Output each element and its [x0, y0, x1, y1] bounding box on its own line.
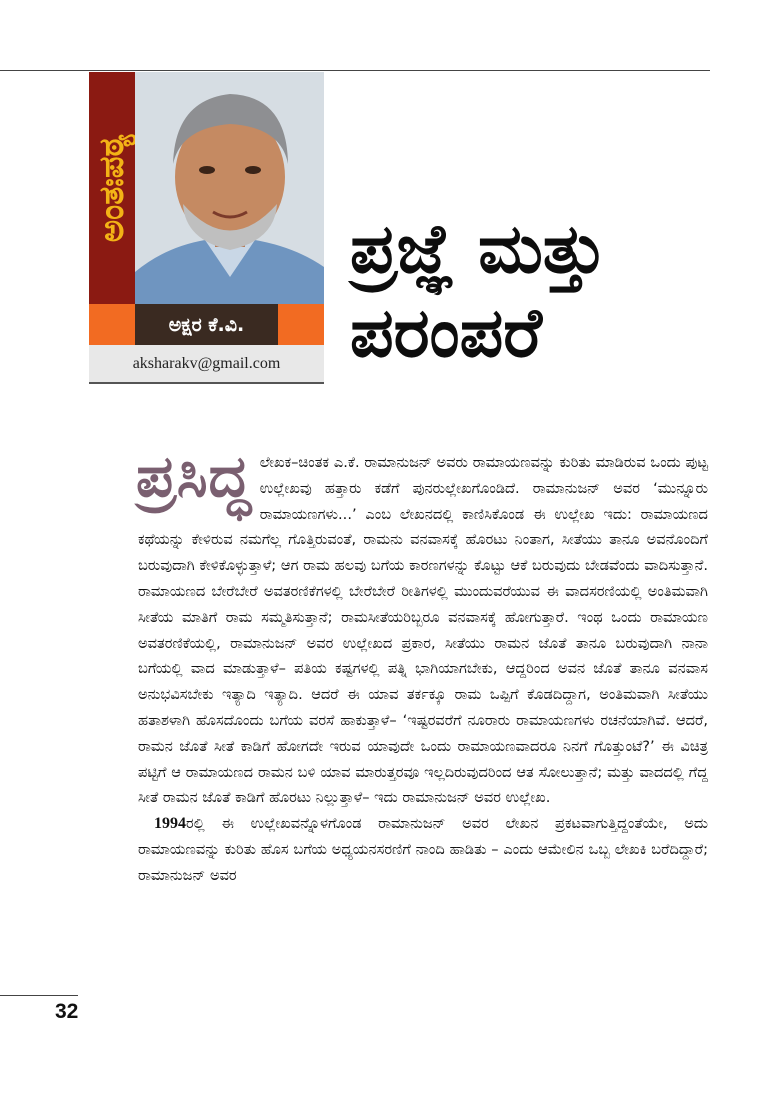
drop-cap: ಪ್ರಸಿದ್ಧ — [136, 442, 252, 510]
page-number: 32 — [55, 1000, 79, 1023]
title-line-1: ಪ್ರಜ್ಞೆ ಮತ್ತು — [350, 210, 607, 289]
paragraph-2 — [138, 811, 708, 888]
author-name: ಅಕ್ಷರ ಕೆ.ವಿ. — [135, 304, 278, 345]
author-portrait-image — [135, 72, 324, 304]
author-email: aksharakv@gmail.com — [89, 345, 324, 384]
column-name-tab — [89, 72, 135, 304]
paragraph-2-text: ರಲ್ಲಿ ಈ ಉಲ್ಲೇಖವನ್ನೊಳಗೊಂಡ ರಾಮಾನುಜನ್ ಅವರ ಲೇಖನ ಪ್ರಕಟವಾಗುತ್ತಿದ್ದಂತೆಯೇ, ಅದು ರಾಮಾಯಣವನ್ನು ಕುರಿತು ಹೊಸ ಬಗೆಯ ಅಧ್ಯಯನಸರಣಿಗೆ ನಾಂದಿ ಹಾಡಿತು – ಎಂದು ಆಮೇಲಿನ ಒಬ್ಬ ಲೇಖಕಿ ಬರೆದಿದ್ದಾರೆ; ರಾಮಾನುಜನ್ ಅವರ — [138, 815, 708, 884]
article-title — [350, 208, 710, 376]
author-photo — [135, 72, 324, 304]
author-bar — [89, 304, 324, 345]
paragraph-1: ಲೇಖಕ–ಚಿಂತಕ ಎ.ಕೆ. ರಾಮಾನುಜನ್ ಅವರು ರಾಮಾಯಣವನ್ನು ಕುರಿತು ಮಾಡಿರುವ ಒಂದು ಪುಟ್ಟ ಉಲ್ಲೇಖವು ಹತ್ತಾರು ಕಡೆಗೆ ಪುನರುಲ್ಲೇಖಗೊಂಡಿದೆ. ರಾಮಾನುಜನ್ ಅವರ ‘ಮುನ್ನೂರು ರಾಮಾಯಣಗಳು...’ ಎಂಬ ಲೇಖನದಲ್ಲಿ ಕಾಣಿಸಿಕೊಂಡ ಈ ಉಲ್ಲೇಖ ಇದು: ರಾಮಾಯಣದ ಕಥೆಯನ್ನು ಕೇಳಿರುವ ನಮಗೆಲ್ಲ ಗೊತ್ತಿರುವಂತೆ, ರಾಮನು ವನವಾಸಕ್ಕೆ ಹೊರಟು ನಿಂತಾಗ, ಸೀತೆಯು ತಾನೂ ಅವನೊಂದಿಗೆ ಬರುವುದಾಗಿ ಕೇಳಿಕೊಳ್ಳುತ್ತಾಳೆ; ಆಗ ರಾಮ ಹಲವು ಬಗೆಯ ಕಾರಣಗಳನ್ನು ಕೊಟ್ಟು ಆಕೆ ಬರುವುದು ಬೇಡವೆಂದು ವಾದಿಸುತ್ತಾನೆ. ರಾಮಾಯಣದ ಬೇರೆಬೇರೆ ಅವತರಣಿಕೆಗಳಲ್ಲಿ ಬೇರೆಬೇರೆ ರೀತಿಗಳಲ್ಲಿ ಮುಂದುವರೆಯುವ ಈ ವಾದಸರಣಿಯಲ್ಲಿ ಅಂತಿಮವಾಗಿ ಸೀತೆಯ ಮಾತಿಗೆ ರಾಮ ಸಮ್ಮತಿಸುತ್ತಾನೆ; ರಾಮಸೀತೆಯರಿಬ್ಬರೂ ವನವಾಸಕ್ಕೆ ಹೋಗುತ್ತಾರೆ. ಇಂಥ ಒಂದು ರಾಮಾಯಣ ಅವತರಣಿಕೆಯಲ್ಲಿ, ರಾಮಾನುಜನ್ ಅವರ ಉಲ್ಲೇಖದ ಪ್ರಕಾರ, ಸೀತೆಯು ರಾಮನ ಜೊತೆ ತಾನೂ ಬರುವುದಾಗಿ ನಾನಾ ಬಗೆಯಲ್ಲಿ ವಾದ ಮಾಡುತ್ತಾಳೆ– ಪತಿಯ ಕಷ್ಟಗಳಲ್ಲಿ ಪತ್ನಿ ಭಾಗಿಯಾಗಬೇಕು, ಆದ್ದರಿಂದ ಅವನ ಜೊತೆ ತಾನೂ ವನವಾಸ ಅನುಭವಿಸಬೇಕು ಇತ್ಯಾದಿ ಇತ್ಯಾದಿ. ಆದರೆ ಈ ಯಾವ ತರ್ಕಕ್ಕೂ ರಾಮ ಒಪ್ಪಿಗೆ ಕೊಡದಿದ್ದಾಗ, ಅಂತಿಮವಾಗಿ ಸೀತೆಯು ಹತಾಶಳಾಗಿ ಹೊಸದೊಂದು ಬಗೆಯ ವರಸೆ ಹಾಕುತ್ತಾಳೆ– ‘ಇಷ್ಟರವರೆಗೆ ನೂರಾರು ರಾಮಾಯಣಗಳು ರಚನೆಯಾಗಿವೆ. ಆದರೆ, ರಾಮನ ಜೊತೆ ಸೀತೆ ಕಾಡಿಗೆ ಹೋಗದೇ ಇರುವ ಯಾವುದೇ ಒಂದು ರಾಮಾಯಣವಾದರೂ ನಿನಗೆ ಗೊತ್ತುಂಟೆ?’ ಈ ವಿಚಿತ್ರ ಪಟ್ಟಿಗೆ ಆ ರಾಮಾಯಣದ ರಾಮನ ಬಳಿ ಯಾವ ಮಾರುತ್ತರವೂ ಇಲ್ಲದಿರುವುದರಿಂದ ಆತ ಸೋಲುತ್ತಾನೆ; ಮತ್ತು ವಾದದಲ್ಲಿ ಗೆದ್ದ ಸೀತೆ ರಾಮನ ಜೊತೆ ಕಾಡಿಗೆ ಹೊರಟು ನಿಲ್ಲುತ್ತಾಳೆ– ಇದು ರಾಮಾನುಜನ್ ಅವರ ಉಲ್ಲೇಖ. — [138, 454, 708, 807]
top-rule — [0, 70, 710, 71]
article-body — [136, 442, 708, 889]
title-line-2: ಪರಂಪರೆ — [350, 294, 542, 373]
footer-rule — [0, 995, 78, 996]
paragraph-2-year: 1994 — [154, 815, 186, 833]
column-name: ಅಂತಃಪಠ್ಯ — [92, 133, 132, 243]
